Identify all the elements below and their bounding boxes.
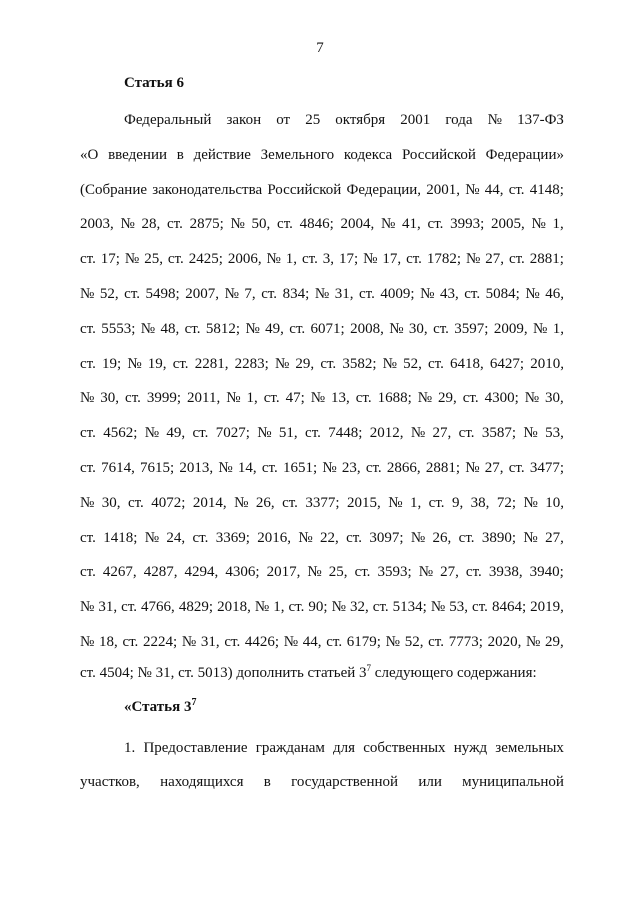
word: Федерации»: [485, 146, 564, 163]
word: №: [524, 390, 540, 407]
word: 53,: [545, 425, 564, 442]
word: №: [218, 460, 233, 476]
word: №: [298, 529, 313, 546]
word: №: [254, 599, 270, 616]
paragraph-line: [80, 180, 564, 200]
word: 3369;: [215, 529, 250, 546]
paragraph-line: [80, 284, 564, 304]
word: 29,: [295, 355, 315, 372]
word: №: [331, 599, 346, 616]
word: №: [465, 460, 480, 476]
word: ст.: [365, 460, 382, 476]
word: закон: [226, 112, 262, 128]
word: 19,: [147, 355, 167, 372]
word: №: [140, 320, 156, 337]
word: 28,: [141, 216, 161, 233]
word: 2011,: [187, 390, 221, 407]
word: ст.: [346, 529, 362, 546]
word: земельных: [495, 740, 564, 756]
word: 2008,: [350, 320, 384, 337]
word: 13,: [331, 390, 350, 407]
word: №: [526, 634, 541, 650]
word: ст.: [428, 634, 444, 650]
paragraph-last-line: [80, 663, 564, 683]
word: 48,: [160, 320, 180, 337]
word: ст.: [508, 460, 525, 476]
article-3-7-heading-superscript: 7: [191, 697, 197, 708]
word: ст.: [122, 634, 139, 650]
word: 5084;: [485, 286, 520, 302]
word: собственных: [363, 740, 446, 756]
word: введении: [108, 146, 168, 163]
word: 17;: [100, 251, 120, 268]
word: №: [226, 390, 241, 407]
word: №: [430, 599, 446, 616]
word: ст.: [320, 355, 337, 372]
word: находящихся: [160, 774, 244, 790]
word: 31,: [98, 599, 118, 616]
word: действие: [193, 146, 251, 163]
word: 30,: [408, 320, 428, 337]
word: 2224;: [143, 634, 178, 650]
word: №: [245, 320, 260, 337]
word: от: [276, 112, 291, 128]
word: №: [124, 251, 140, 268]
word: гражданам: [255, 740, 325, 756]
word: года: [445, 112, 473, 128]
paragraph-line: [80, 632, 564, 652]
word: 3593;: [377, 564, 412, 581]
word: №: [466, 251, 481, 268]
word: №: [224, 286, 239, 302]
word: Российской: [401, 146, 476, 163]
word: 7448;: [328, 425, 363, 442]
word: ст.: [458, 425, 475, 442]
word: 7615;: [140, 460, 175, 476]
paragraph-line: [80, 528, 564, 548]
word: ст.: [427, 216, 444, 233]
word: ст.: [192, 529, 209, 546]
word: №: [382, 355, 397, 372]
word: 2881;: [425, 460, 461, 476]
word: ст.: [288, 599, 305, 616]
word: ст.: [358, 286, 375, 302]
word: 3477;: [529, 460, 564, 476]
word: 1,: [285, 251, 298, 268]
word: №: [314, 286, 330, 302]
word: 52,: [99, 286, 119, 302]
word: №: [322, 460, 337, 476]
word: №: [80, 286, 95, 302]
word: 2007,: [185, 286, 220, 302]
word: №: [487, 112, 502, 128]
word: №: [307, 564, 322, 581]
word: №: [533, 320, 548, 337]
word: ст.: [464, 286, 481, 302]
word: (Собрание: [80, 181, 148, 198]
word: 2004,: [340, 216, 375, 233]
article-3-7-heading-text: «Статья 3: [124, 699, 192, 715]
point-1-line: [124, 738, 564, 758]
word: №: [410, 425, 426, 442]
word: 2015,: [346, 494, 381, 511]
word: 2016,: [257, 529, 291, 546]
word: Земельного: [260, 146, 335, 163]
word: 2875;: [189, 216, 224, 233]
word: 7,: [244, 286, 256, 302]
word: 5553;: [101, 320, 136, 337]
word: 6071;: [310, 320, 345, 337]
paragraph-line: [80, 458, 564, 478]
word: ст.: [289, 320, 306, 337]
word: государственной: [291, 774, 399, 790]
word: Федеральный: [124, 112, 212, 128]
word: 52,: [404, 634, 424, 650]
word: ст.: [428, 494, 445, 511]
word: ст.: [167, 251, 184, 268]
word: №: [410, 529, 426, 546]
word: 2020,: [487, 634, 522, 650]
word: №: [80, 390, 95, 407]
word: ст.: [80, 529, 96, 546]
word: ст.: [80, 460, 96, 476]
word: 30,: [100, 390, 120, 407]
word: 2283;: [234, 355, 269, 372]
word: ст.: [263, 390, 280, 407]
word: ст.: [354, 564, 371, 581]
word: 29,: [545, 634, 564, 650]
word: 6179;: [346, 634, 381, 650]
word: для: [333, 740, 356, 756]
word: октября: [335, 112, 386, 128]
word: №: [144, 425, 160, 442]
word: 2001: [400, 112, 431, 128]
word: 41,: [402, 216, 421, 233]
word: ст.: [192, 425, 209, 442]
word: 19;: [102, 355, 122, 372]
word: 38,: [470, 494, 490, 511]
word: 5812;: [205, 320, 241, 337]
word: 2014,: [192, 494, 227, 511]
word: 1,: [246, 390, 258, 407]
word: 4846;: [299, 216, 334, 233]
word: 4300;: [484, 390, 519, 407]
word: 25: [305, 112, 321, 128]
word: 2013,: [179, 460, 214, 476]
word: ст.: [433, 320, 449, 337]
word: 27,: [485, 251, 505, 268]
word: ст.: [172, 355, 189, 372]
word: 49,: [166, 425, 186, 442]
word: в: [263, 774, 271, 790]
word: ст.: [282, 494, 298, 511]
last-line-text-after: следующего содержания:: [371, 665, 537, 681]
word: ст.: [121, 599, 137, 616]
word: нужд: [453, 740, 488, 756]
word: 1651;: [282, 460, 318, 476]
word: 27,: [484, 460, 504, 476]
word: 53,: [449, 599, 468, 616]
word: ст.: [301, 251, 318, 268]
word: №: [266, 251, 281, 268]
last-line-text-before: ст. 4504; № 31, ст. 5013) дополнить статьей 3: [80, 665, 367, 681]
word: 26,: [255, 494, 275, 511]
word: 30,: [545, 390, 564, 407]
word: ст.: [80, 251, 96, 268]
word: 1,: [273, 599, 285, 616]
word: №: [420, 286, 435, 302]
word: №: [80, 494, 95, 511]
paragraph-line: [124, 110, 564, 130]
word: 27,: [440, 564, 459, 581]
word: 27,: [545, 529, 564, 546]
word: 51,: [278, 425, 298, 442]
word: ст.: [355, 390, 372, 407]
word: 72;: [496, 494, 517, 511]
word: 2018,: [217, 599, 251, 616]
word: 22,: [320, 529, 339, 546]
word: 1688;: [377, 390, 412, 407]
word: №: [80, 599, 95, 616]
word: 90;: [308, 599, 328, 616]
word: ст.: [80, 320, 96, 337]
word: №: [388, 494, 403, 511]
word: №: [127, 355, 142, 372]
word: 2425;: [188, 251, 223, 268]
paragraph-line: [80, 354, 564, 374]
word: 4294,: [184, 564, 219, 581]
word: 2012,: [369, 425, 404, 442]
word: ст.: [472, 599, 488, 616]
word: ст.: [224, 634, 241, 650]
word: ст.: [458, 529, 475, 546]
word: 4287,: [143, 564, 178, 581]
word: №: [465, 181, 480, 198]
word: 8464;: [491, 599, 527, 616]
word: №: [144, 529, 160, 546]
word: или: [418, 774, 442, 790]
word: 30,: [101, 494, 121, 511]
word: №: [381, 216, 396, 233]
word: 50,: [251, 216, 271, 233]
word: 2006,: [227, 251, 262, 268]
word: 7773;: [448, 634, 483, 650]
word: 4072;: [151, 494, 186, 511]
word: 4148;: [529, 181, 564, 198]
word: законодательства: [152, 181, 263, 198]
paragraph-line: [80, 145, 564, 165]
word: 4562;: [103, 425, 138, 442]
paragraph-line: [80, 597, 564, 617]
word: 3597;: [454, 320, 489, 337]
word: 6418,: [450, 355, 484, 372]
paragraph-line: [80, 214, 564, 234]
word: 834;: [282, 286, 310, 302]
word: 29,: [438, 390, 457, 407]
word: 6427;: [489, 355, 525, 372]
word: 7027;: [215, 425, 250, 442]
word: №: [523, 494, 538, 511]
word: 2001,: [426, 181, 461, 198]
word: 2010,: [530, 355, 564, 372]
word: 25,: [328, 564, 348, 581]
word: 1782;: [426, 251, 462, 268]
word: 4306;: [225, 564, 260, 581]
word: 3,: [322, 251, 335, 268]
word: 7614,: [101, 460, 135, 476]
word: 10,: [545, 494, 564, 511]
word: в: [176, 146, 184, 163]
word: «О: [80, 146, 99, 163]
word: №: [234, 494, 249, 511]
word: №: [363, 251, 378, 268]
word: №: [310, 390, 326, 407]
word: 31,: [334, 286, 354, 302]
word: 27,: [432, 425, 452, 442]
word: 3940;: [529, 564, 564, 581]
article-superscript: 7: [366, 663, 372, 673]
word: ст.: [127, 494, 144, 511]
point-1-line: [80, 772, 564, 792]
word: №: [230, 216, 245, 233]
word: 46,: [545, 286, 564, 302]
word: 17;: [338, 251, 359, 268]
word: 14,: [237, 460, 257, 476]
word: ст.: [326, 634, 343, 650]
word: 5498;: [145, 286, 180, 302]
paragraph-line: [80, 493, 564, 513]
word: 4267,: [102, 564, 137, 581]
article-6-heading: Статья 6: [124, 75, 184, 91]
paragraph-line: [80, 249, 564, 269]
word: 4009;: [380, 286, 415, 302]
word: ст.: [462, 390, 479, 407]
word: 3582;: [342, 355, 377, 372]
word: ст.: [406, 251, 422, 268]
word: 3999;: [146, 390, 182, 407]
word: №: [418, 564, 434, 581]
word: 52,: [403, 355, 422, 372]
word: 17,: [382, 251, 402, 268]
article-3-7-heading: [124, 697, 196, 717]
paragraph-line: [80, 423, 564, 443]
word: ст.: [125, 390, 141, 407]
word: 3993;: [450, 216, 485, 233]
word: №: [389, 320, 404, 337]
word: 43,: [439, 286, 459, 302]
word: №: [385, 634, 400, 650]
word: Предоставление: [143, 740, 248, 756]
word: ст.: [508, 181, 525, 198]
word: ст.: [261, 286, 278, 302]
word: 4426;: [244, 634, 280, 650]
word: 2003,: [80, 216, 114, 233]
word: 1,: [409, 494, 422, 511]
word: 24,: [166, 529, 186, 546]
word: кодекса: [343, 146, 393, 163]
word: 1.: [124, 740, 136, 756]
word: №: [257, 425, 272, 442]
word: 47;: [285, 390, 305, 407]
word: ст.: [261, 460, 278, 476]
word: 4829;: [178, 599, 214, 616]
word: №: [531, 216, 546, 233]
word: 2019,: [530, 599, 564, 616]
word: №: [181, 634, 197, 650]
word: ст.: [80, 355, 96, 372]
word: 3938,: [488, 564, 523, 581]
word: №: [80, 634, 95, 650]
word: ст.: [428, 355, 444, 372]
paragraph-line: [80, 562, 564, 582]
word: №: [283, 634, 299, 650]
word: 3377;: [305, 494, 340, 511]
word: ст.: [372, 599, 389, 616]
word: 2017,: [266, 564, 301, 581]
word: №: [523, 529, 538, 546]
word: 3890;: [481, 529, 517, 546]
word: 2881;: [529, 251, 564, 268]
paragraph-line: [80, 388, 564, 408]
word: ст.: [508, 251, 525, 268]
word: №: [274, 355, 290, 372]
word: №: [523, 425, 538, 442]
word: ст.: [167, 216, 183, 233]
word: 2005,: [491, 216, 525, 233]
word: 18,: [99, 634, 118, 650]
word: №: [120, 216, 135, 233]
word: 3587;: [481, 425, 517, 442]
word: Федерации,: [346, 181, 422, 198]
word: 1,: [552, 216, 564, 233]
word: 1418;: [103, 529, 138, 546]
word: 2866,: [386, 460, 421, 476]
word: ст.: [305, 425, 321, 442]
word: ст.: [124, 286, 140, 302]
word: Российской: [267, 181, 342, 198]
word: 44,: [484, 181, 504, 198]
word: 1,: [552, 320, 564, 337]
word: 23,: [341, 460, 361, 476]
word: №: [417, 390, 433, 407]
word: 2281,: [194, 355, 229, 372]
word: 49,: [265, 320, 284, 337]
word: 26,: [432, 529, 452, 546]
word: участков,: [80, 774, 140, 790]
page-number: 7: [316, 40, 324, 56]
word: ст.: [277, 216, 293, 233]
word: муниципальной: [462, 774, 564, 790]
word: ст.: [80, 564, 96, 581]
word: 3097;: [369, 529, 404, 546]
word: 4766,: [141, 599, 175, 616]
word: ст.: [184, 320, 201, 337]
word: ст.: [465, 564, 482, 581]
word: 137-ФЗ: [517, 112, 564, 128]
word: 2009,: [493, 320, 528, 337]
word: 44,: [302, 634, 322, 650]
word: ст.: [80, 425, 96, 442]
paragraph-line: [80, 319, 564, 339]
word: №: [525, 286, 540, 302]
word: 5134;: [392, 599, 427, 616]
word: 25,: [144, 251, 163, 268]
word: 32,: [349, 599, 369, 616]
word: 31,: [200, 634, 220, 650]
word: 9,: [451, 494, 464, 511]
